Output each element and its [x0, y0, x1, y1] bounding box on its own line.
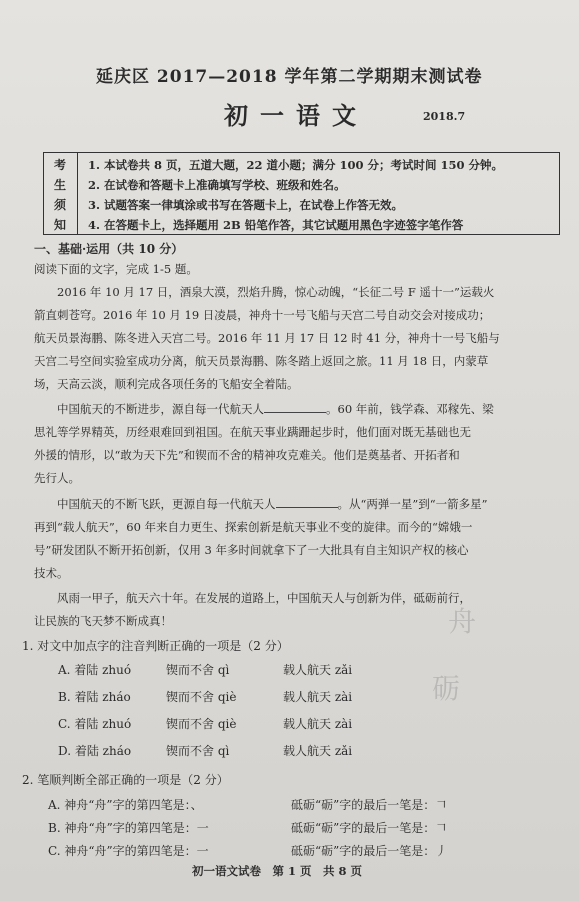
- exam-date: 2018.7: [423, 110, 466, 123]
- passage-line: [34, 496, 488, 512]
- notice-line: 4. 在答题卡上，选择题用 2B 铅笔作答，其它试题用黑色字迹签字笔作答: [88, 218, 464, 232]
- notice-side-char: 考: [54, 158, 67, 172]
- handwritten-note: 舟: [448, 605, 477, 638]
- question-2-stem: 2. 笔顺判断全部正确的一项是（2 分）: [22, 773, 229, 787]
- question-1-stem: 1. 对文中加点字的注音判断正确的一项是（2 分）: [22, 639, 289, 653]
- notice-line: 3. 试题答案一律填涂或书写在答题卡上，在试卷上作答无效。: [88, 198, 404, 212]
- page-footer: 初一语文试卷 第 1 页 共 8 页: [192, 864, 363, 878]
- notice-line: 1. 本试卷共 8 页，五道大题，22 道小题；满分 100 分；考试时间 150 分钟。: [88, 158, 504, 172]
- q1-option-c-1[interactable]: C. 着陆 zhuó: [58, 717, 132, 731]
- passage-line: 技术。: [34, 566, 69, 580]
- q2-option-a-2: 砥砺“砺”字的最后一笔是：𠃍: [291, 798, 448, 812]
- section-instruction: 阅读下面的文字，完成 1-5 题。: [34, 262, 198, 276]
- passage-line: 让民族的飞天梦不断成真！: [34, 614, 172, 628]
- exam-title: 延庆区 2017—2018 学年第二学期期末测试卷: [96, 67, 483, 87]
- notice-side-char: 知: [54, 218, 67, 232]
- q1-option-a-3: 载人航天 zǎi: [283, 663, 353, 677]
- passage-line: 风雨一甲子，航天六十年。在发展的道路上，中国航天人与创新为伴，砥砺前行，: [34, 591, 471, 605]
- passage-line: 思礼等学界精英，历经艰难回到祖国。在航天事业蹒跚起步时，他们面对既无基础也无: [34, 425, 471, 439]
- notice-side-char: 须: [54, 198, 67, 212]
- passage-line: 箭直刺苍穹。2016 年 10 月 19 日凌晨，神舟十一号飞船与天宫二号自动交会对接成功；: [34, 308, 491, 322]
- notice-side-char: 生: [54, 178, 67, 192]
- q2-option-c-2: 砥砺“砺”字的最后一笔是：丿: [291, 844, 448, 858]
- passage-text: 中国航天的不断进步，源自每一代航天人: [34, 402, 264, 416]
- passage-text: 中国航天的不断飞跃，更源自每一代航天人: [34, 497, 276, 511]
- fill-blank: [264, 402, 326, 413]
- subject-title: 初一语文: [224, 101, 368, 130]
- notice-line: 2. 在试卷和答题卡上准确填写学校、班级和姓名。: [88, 178, 346, 192]
- passage-line: 号”研发团队不断开拓创新，仅用 3 年多时间就拿下了一大批具有自主知识产权的核心: [34, 543, 469, 557]
- fill-blank: [276, 497, 338, 508]
- section-heading: 一、基础·运用（共 10 分）: [34, 242, 184, 256]
- q1-option-b-1[interactable]: B. 着陆 zháo: [58, 690, 131, 704]
- q1-option-b-2: 锲而不舍 qiè: [166, 690, 237, 704]
- q1-option-a-1[interactable]: A. 着陆 zhuó: [58, 663, 132, 677]
- passage-line: 外援的情形，以“敢为天下先”和锲而不舍的精神攻克难关。他们是奠基者、开拓者和: [34, 448, 460, 462]
- q1-option-d-2: 锲而不舍 qì: [166, 744, 230, 758]
- q1-option-c-3: 载人航天 zài: [283, 717, 353, 731]
- q1-option-b-3: 载人航天 zài: [283, 690, 353, 704]
- q1-option-d-1[interactable]: D. 着陆 zháo: [58, 744, 132, 758]
- q1-option-a-2: 锲而不舍 qì: [166, 663, 230, 677]
- q2-option-b-2: 砥砺“砺”字的最后一笔是：𠃍: [291, 821, 448, 835]
- passage-line: 航天员景海鹏、陈冬进入天宫二号。2016 年 11 月 17 日 12 时 41 分，神舟十一号飞船与: [34, 331, 500, 345]
- q1-option-d-3: 载人航天 zǎi: [283, 744, 353, 758]
- q2-option-c-1[interactable]: C. 神舟“舟”字的第四笔是：一: [48, 844, 209, 858]
- passage-text: 。60 年前，钱学森、邓稼先、梁: [326, 402, 494, 416]
- notice-side-label: [44, 153, 78, 234]
- q1-option-c-2: 锲而不舍 qiè: [166, 717, 237, 731]
- passage-line: 再到“载人航天”，60 年来自力更生、探索创新是航天事业不变的旋律。而今的“嫦娥一: [34, 520, 473, 534]
- notice-box: [43, 152, 560, 235]
- passage-line: 2016 年 10 月 17 日，酒泉大漠，烈焰升腾，惊心动魄，“长征二号 F 遥十一”运载火: [34, 285, 495, 299]
- passage-line: 场，天高云淡，顺利完成各项任务的飞船安全着陆。: [34, 377, 299, 391]
- q2-option-b-1[interactable]: B. 神舟“舟”字的第四笔是：一: [48, 821, 209, 835]
- handwritten-note: 砺: [432, 672, 461, 705]
- passage-text: 。从“两弹一星”到“一箭多星”: [337, 497, 488, 511]
- q2-option-a-1[interactable]: A. 神舟“舟”字的第四笔是：、: [48, 798, 203, 812]
- passage-line: 天宫二号空间实验室成功分离，航天员景海鹏、陈冬踏上返回之旅。11 月 18 日，内蒙草: [34, 354, 489, 368]
- passage-line: [34, 401, 494, 417]
- passage-line: 先行人。: [34, 471, 80, 485]
